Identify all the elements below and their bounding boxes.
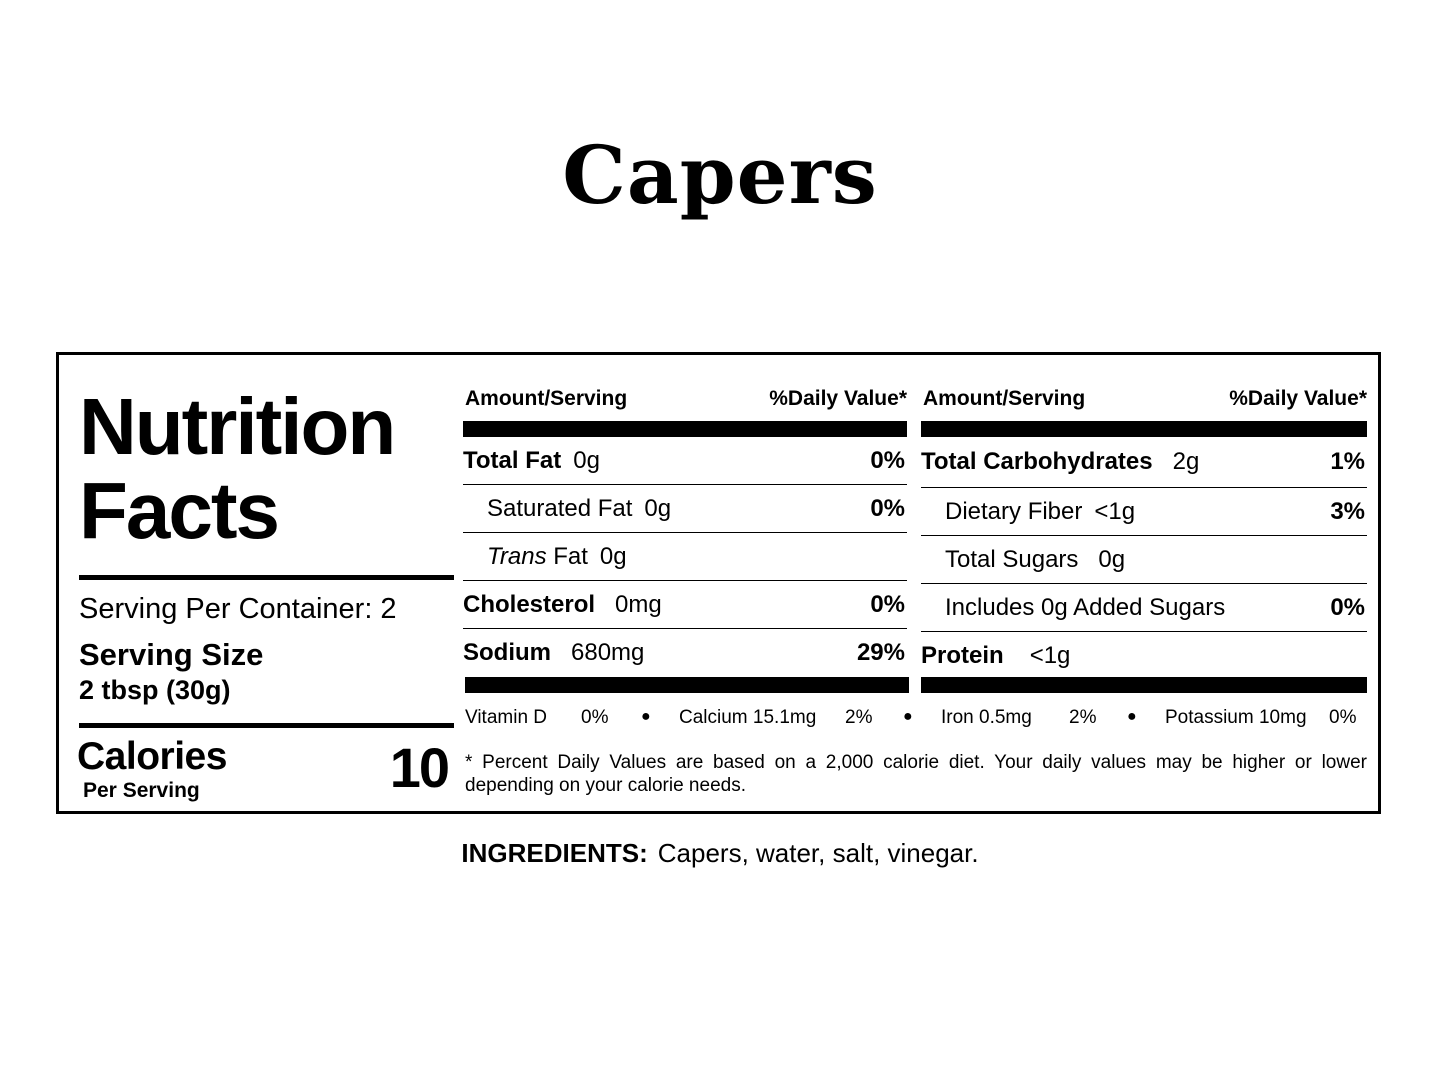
calories-label: Calories: [77, 735, 227, 778]
nutrient-column-2: [921, 387, 1367, 679]
nutrient-daily-value: 0%: [870, 494, 905, 522]
column-header: [921, 387, 1367, 417]
nutrient-amount: 0g: [573, 446, 600, 474]
serving-size-value: 2 tbsp (30g): [79, 675, 231, 705]
thick-rule: [921, 677, 1367, 693]
divider: [79, 723, 454, 728]
serving-size-label: Serving Size: [79, 637, 264, 672]
amount-serving-header: Amount/Serving: [465, 387, 628, 410]
nutrition-facts-heading: [79, 382, 459, 555]
nutrient-daily-value: 0%: [1330, 593, 1365, 621]
nutrient-row-total-sugars: [921, 536, 1367, 584]
servings-per-container: Serving Per Container: 2: [79, 593, 397, 625]
nutrient-daily-value: 0%: [870, 590, 905, 618]
nutrient-row-total-carbohydrates: [921, 437, 1367, 488]
nutrient-daily-value: 29%: [856, 638, 905, 666]
bullet-icon: ●: [1127, 708, 1137, 725]
heading-line-2: Facts: [79, 466, 278, 555]
thick-rule: [463, 421, 907, 437]
vitamin-daily-value: 2%: [1069, 707, 1097, 728]
nutrient-row-dietary-fiber: [921, 488, 1367, 536]
vitamin-daily-value: 0%: [581, 707, 609, 728]
vitamin-name: Calcium 15.1mg: [679, 707, 817, 728]
thick-rule: [465, 677, 909, 693]
calories-value: 10: [389, 736, 448, 799]
nutrient-row-sodium: [463, 629, 907, 676]
daily-value-footnote: * Percent Daily Values are based on a 2,000 calorie diet. Your daily values may be higher or lower depending on your calorie needs.: [465, 752, 1367, 796]
vitamin-daily-value: 0%: [1329, 707, 1357, 728]
thick-rule: [921, 421, 1367, 437]
bullet-icon: ●: [903, 708, 913, 725]
nutrient-name: [463, 543, 588, 571]
vitamin-name: Potassium 10mg: [1165, 707, 1307, 728]
heading-line-1: Nutrition: [79, 382, 395, 471]
vitamin-name: Iron 0.5mg: [941, 707, 1032, 728]
nutrient-daily-value: 1%: [1330, 448, 1365, 475]
daily-value-header: %Daily Value*: [769, 387, 907, 410]
product-title: Capers: [562, 128, 878, 222]
nutrient-daily-value: 0%: [870, 446, 905, 474]
nutrient-daily-value: 3%: [1330, 497, 1365, 525]
nutrient-amount: 2g: [1172, 448, 1200, 475]
nutrient-name: Total Sugars: [945, 545, 1079, 573]
nutrient-name: Includes 0g Added Sugars: [945, 593, 1226, 621]
nutrient-name: Sodium: [463, 638, 551, 666]
nutrient-amount: 0g: [599, 542, 627, 570]
nutrient-row-added-sugars: [921, 584, 1367, 632]
nutrient-row-cholesterol: [463, 581, 907, 629]
nutrient-name: Total Fat: [463, 446, 562, 474]
nutrient-row-protein: [921, 632, 1367, 679]
ingredients: [0, 838, 1440, 869]
nutrient-column-1: [463, 387, 907, 676]
vitamin-daily-value: 2%: [845, 707, 873, 728]
nutrient-name: Saturated Fat: [487, 494, 633, 522]
nutrient-amount: <1g: [1029, 641, 1071, 669]
amount-serving-header: Amount/Serving: [923, 387, 1086, 410]
nutrient-amount: 0g: [1098, 545, 1126, 573]
ingredients-text: Capers, water, salt, vinegar.: [657, 838, 979, 868]
nutrient-name: Dietary Fiber: [945, 497, 1083, 525]
nutrient-name-italic: Trans: [487, 542, 547, 570]
nutrient-name: Total Carbohydrates: [921, 448, 1153, 475]
ingredients-label: INGREDIENTS:: [461, 838, 648, 868]
divider: [79, 575, 454, 580]
vitamin-name: Vitamin D: [465, 707, 548, 728]
nutrient-amount: <1g: [1094, 497, 1136, 525]
calories-subtitle: Per Serving: [83, 779, 200, 802]
nutrient-row-trans-fat: [463, 533, 907, 581]
column-header: [463, 387, 907, 417]
nutrient-amount: 0g: [644, 494, 672, 522]
nutrient-amount: 680mg: [571, 638, 645, 666]
nutrient-name-rest: Fat: [546, 542, 588, 570]
nutrient-name: Protein: [921, 641, 1004, 669]
daily-value-header: %Daily Value*: [1229, 387, 1367, 410]
nutrient-row-total-fat: [463, 437, 907, 485]
nutrient-amount: 0mg: [615, 590, 662, 618]
bullet-icon: ●: [641, 708, 651, 725]
nutrition-facts-panel: [56, 352, 1381, 814]
nutrient-name: Cholesterol: [463, 590, 596, 618]
nutrient-row-saturated-fat: [463, 485, 907, 533]
